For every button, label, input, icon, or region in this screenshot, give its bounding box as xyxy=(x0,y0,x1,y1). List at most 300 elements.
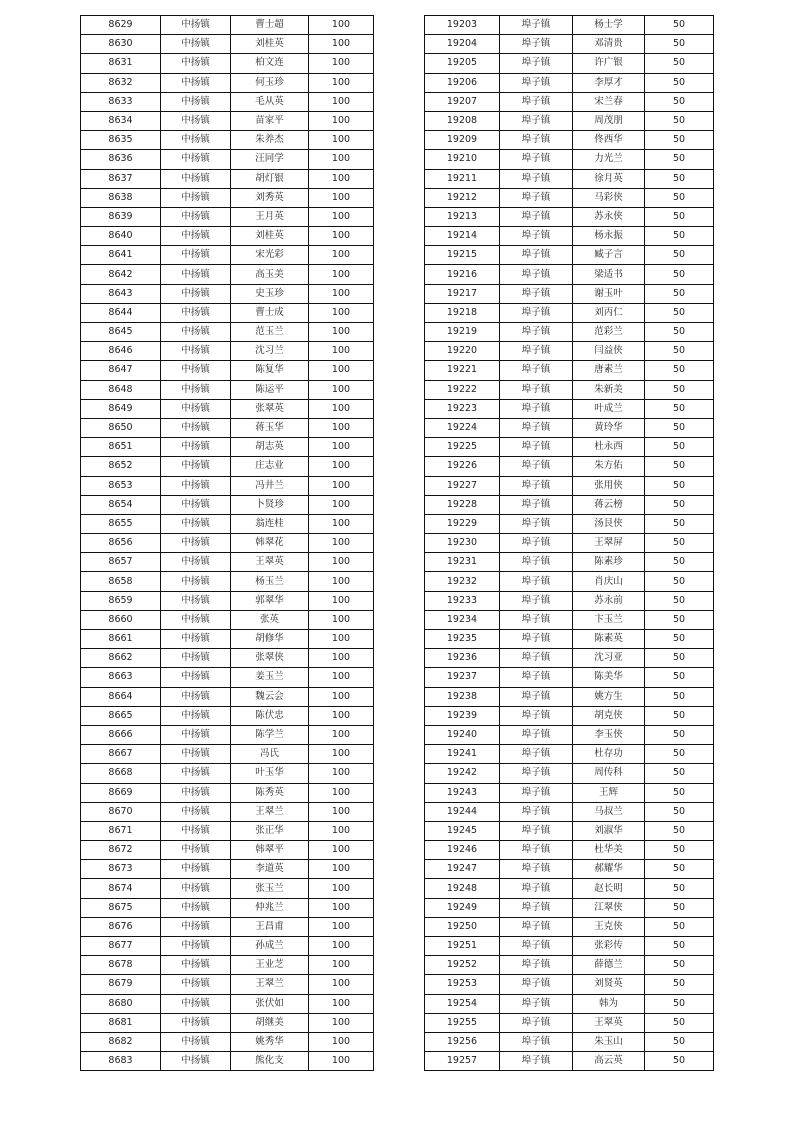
town-cell: 中扬镇 xyxy=(161,860,231,879)
table-row xyxy=(425,438,714,457)
amount-cell: 100 xyxy=(309,937,374,956)
amount-cell: 100 xyxy=(309,188,374,207)
id-cell: 8655 xyxy=(81,514,161,533)
amount-cell: 100 xyxy=(309,649,374,668)
amount-cell: 50 xyxy=(645,92,714,111)
town-cell: 埠子镇 xyxy=(500,207,573,226)
amount-cell: 100 xyxy=(309,265,374,284)
town-cell: 中扬镇 xyxy=(161,534,231,553)
id-cell: 8634 xyxy=(81,111,161,130)
town-cell: 中扬镇 xyxy=(161,937,231,956)
id-cell: 19233 xyxy=(425,591,500,610)
id-cell: 19215 xyxy=(425,246,500,265)
amount-cell: 50 xyxy=(645,1032,714,1051)
id-cell: 8663 xyxy=(81,668,161,687)
table-row xyxy=(81,956,374,975)
table-row xyxy=(81,975,374,994)
amount-cell: 50 xyxy=(645,802,714,821)
name-cell: 胡修华 xyxy=(231,630,309,649)
id-cell: 8658 xyxy=(81,572,161,591)
town-cell: 中扬镇 xyxy=(161,495,231,514)
town-cell: 埠子镇 xyxy=(500,246,573,265)
id-cell: 19231 xyxy=(425,553,500,572)
amount-cell: 50 xyxy=(645,956,714,975)
id-cell: 8667 xyxy=(81,745,161,764)
amount-cell: 100 xyxy=(309,553,374,572)
amount-cell: 100 xyxy=(309,92,374,111)
amount-cell: 100 xyxy=(309,169,374,188)
id-cell: 19257 xyxy=(425,1052,500,1071)
id-cell: 8650 xyxy=(81,418,161,437)
town-cell: 中扬镇 xyxy=(161,265,231,284)
town-cell: 中扬镇 xyxy=(161,879,231,898)
amount-cell: 50 xyxy=(645,937,714,956)
town-cell: 埠子镇 xyxy=(500,821,573,840)
table-row xyxy=(81,1052,374,1071)
town-cell: 中扬镇 xyxy=(161,131,231,150)
amount-cell: 50 xyxy=(645,54,714,73)
name-cell: 熊化支 xyxy=(231,1052,309,1071)
table-row xyxy=(425,860,714,879)
table-row xyxy=(425,323,714,342)
id-cell: 8646 xyxy=(81,342,161,361)
name-cell: 刘秀英 xyxy=(231,188,309,207)
table-row xyxy=(425,457,714,476)
id-cell: 8644 xyxy=(81,303,161,322)
name-cell: 朱养杰 xyxy=(231,131,309,150)
table-row xyxy=(425,687,714,706)
name-cell: 刘丙仁 xyxy=(573,303,645,322)
amount-cell: 100 xyxy=(309,73,374,92)
table-row xyxy=(425,284,714,303)
town-cell: 埠子镇 xyxy=(500,898,573,917)
town-cell: 埠子镇 xyxy=(500,1013,573,1032)
amount-cell: 100 xyxy=(309,975,374,994)
town-cell: 埠子镇 xyxy=(500,169,573,188)
town-cell: 中扬镇 xyxy=(161,553,231,572)
town-cell: 埠子镇 xyxy=(500,457,573,476)
id-cell: 19253 xyxy=(425,975,500,994)
name-cell: 王翠屏 xyxy=(573,534,645,553)
town-cell: 中扬镇 xyxy=(161,1052,231,1071)
town-cell: 中扬镇 xyxy=(161,898,231,917)
town-cell: 中扬镇 xyxy=(161,668,231,687)
town-cell: 埠子镇 xyxy=(500,438,573,457)
table-row xyxy=(81,802,374,821)
table-row xyxy=(81,227,374,246)
name-cell: 许广银 xyxy=(573,54,645,73)
id-cell: 19211 xyxy=(425,169,500,188)
town-cell: 中扬镇 xyxy=(161,342,231,361)
table-row xyxy=(425,514,714,533)
table-row xyxy=(425,630,714,649)
id-cell: 19237 xyxy=(425,668,500,687)
town-cell: 中扬镇 xyxy=(161,706,231,725)
town-cell: 中扬镇 xyxy=(161,418,231,437)
amount-cell: 100 xyxy=(309,438,374,457)
town-cell: 中扬镇 xyxy=(161,802,231,821)
id-cell: 19212 xyxy=(425,188,500,207)
amount-cell: 100 xyxy=(309,879,374,898)
table-row xyxy=(425,227,714,246)
id-cell: 19216 xyxy=(425,265,500,284)
id-cell: 19222 xyxy=(425,380,500,399)
town-cell: 中扬镇 xyxy=(161,821,231,840)
town-cell: 埠子镇 xyxy=(500,92,573,111)
town-cell: 中扬镇 xyxy=(161,73,231,92)
town-cell: 中扬镇 xyxy=(161,975,231,994)
amount-cell: 50 xyxy=(645,418,714,437)
id-cell: 8639 xyxy=(81,207,161,226)
name-cell: 马叔兰 xyxy=(573,802,645,821)
town-cell: 埠子镇 xyxy=(500,303,573,322)
amount-cell: 50 xyxy=(645,131,714,150)
amount-cell: 100 xyxy=(309,303,374,322)
id-cell: 19251 xyxy=(425,937,500,956)
id-cell: 19241 xyxy=(425,745,500,764)
table-row xyxy=(81,495,374,514)
amount-cell: 50 xyxy=(645,438,714,457)
table-row xyxy=(81,630,374,649)
name-cell: 郝耀华 xyxy=(573,860,645,879)
amount-cell: 50 xyxy=(645,35,714,54)
town-cell: 中扬镇 xyxy=(161,16,231,35)
amount-cell: 50 xyxy=(645,207,714,226)
id-cell: 8643 xyxy=(81,284,161,303)
name-cell: 韩为 xyxy=(573,994,645,1013)
amount-cell: 50 xyxy=(645,246,714,265)
name-cell: 叶成兰 xyxy=(573,399,645,418)
table-row xyxy=(81,534,374,553)
name-cell: 李玉侠 xyxy=(573,725,645,744)
id-cell: 8657 xyxy=(81,553,161,572)
town-cell: 埠子镇 xyxy=(500,323,573,342)
table-row xyxy=(425,111,714,130)
name-cell: 胡灯银 xyxy=(231,169,309,188)
amount-cell: 50 xyxy=(645,649,714,668)
name-cell: 江翠侠 xyxy=(573,898,645,917)
name-cell: 范彩兰 xyxy=(573,323,645,342)
table-row xyxy=(81,1032,374,1051)
name-cell: 闫益侠 xyxy=(573,342,645,361)
table-row xyxy=(425,73,714,92)
amount-cell: 100 xyxy=(309,860,374,879)
town-cell: 埠子镇 xyxy=(500,917,573,936)
table-row xyxy=(425,706,714,725)
town-cell: 中扬镇 xyxy=(161,35,231,54)
table-row xyxy=(425,380,714,399)
amount-cell: 50 xyxy=(645,668,714,687)
id-cell: 8671 xyxy=(81,821,161,840)
name-cell: 陈运平 xyxy=(231,380,309,399)
name-cell: 孙成兰 xyxy=(231,937,309,956)
id-cell: 8652 xyxy=(81,457,161,476)
table-row xyxy=(81,706,374,725)
name-cell: 张翠英 xyxy=(231,399,309,418)
name-cell: 魏云会 xyxy=(231,687,309,706)
name-cell: 周传科 xyxy=(573,764,645,783)
amount-cell: 100 xyxy=(309,207,374,226)
name-cell: 谢玉叶 xyxy=(573,284,645,303)
amount-cell: 50 xyxy=(645,284,714,303)
town-cell: 中扬镇 xyxy=(161,514,231,533)
town-cell: 埠子镇 xyxy=(500,591,573,610)
name-cell: 史玉珍 xyxy=(231,284,309,303)
amount-cell: 100 xyxy=(309,457,374,476)
id-cell: 19220 xyxy=(425,342,500,361)
town-cell: 埠子镇 xyxy=(500,745,573,764)
name-cell: 王辉 xyxy=(573,783,645,802)
table-row xyxy=(425,668,714,687)
table-row xyxy=(81,553,374,572)
amount-cell: 50 xyxy=(645,1013,714,1032)
table-row xyxy=(425,610,714,629)
table-row xyxy=(81,841,374,860)
id-cell: 8673 xyxy=(81,860,161,879)
id-cell: 8629 xyxy=(81,16,161,35)
name-cell: 杨玉兰 xyxy=(231,572,309,591)
amount-cell: 100 xyxy=(309,668,374,687)
id-cell: 19239 xyxy=(425,706,500,725)
name-cell: 沈习亚 xyxy=(573,649,645,668)
table-row xyxy=(81,188,374,207)
town-cell: 中扬镇 xyxy=(161,457,231,476)
amount-cell: 50 xyxy=(645,706,714,725)
id-cell: 8678 xyxy=(81,956,161,975)
town-cell: 中扬镇 xyxy=(161,591,231,610)
name-cell: 姚方生 xyxy=(573,687,645,706)
left-table-body xyxy=(81,16,374,1071)
amount-cell: 100 xyxy=(309,725,374,744)
name-cell: 李道英 xyxy=(231,860,309,879)
amount-cell: 50 xyxy=(645,841,714,860)
amount-cell: 100 xyxy=(309,54,374,73)
amount-cell: 50 xyxy=(645,227,714,246)
amount-cell: 100 xyxy=(309,399,374,418)
town-cell: 中扬镇 xyxy=(161,111,231,130)
town-cell: 埠子镇 xyxy=(500,284,573,303)
table-row xyxy=(81,92,374,111)
amount-cell: 50 xyxy=(645,380,714,399)
amount-cell: 100 xyxy=(309,111,374,130)
id-cell: 8659 xyxy=(81,591,161,610)
table-row xyxy=(81,994,374,1013)
town-cell: 中扬镇 xyxy=(161,169,231,188)
amount-cell: 50 xyxy=(645,457,714,476)
amount-cell: 100 xyxy=(309,35,374,54)
amount-cell: 50 xyxy=(645,591,714,610)
town-cell: 中扬镇 xyxy=(161,649,231,668)
amount-cell: 100 xyxy=(309,706,374,725)
id-cell: 19256 xyxy=(425,1032,500,1051)
id-cell: 19229 xyxy=(425,514,500,533)
town-cell: 埠子镇 xyxy=(500,16,573,35)
table-row xyxy=(425,150,714,169)
name-cell: 沈习兰 xyxy=(231,342,309,361)
name-cell: 陈美华 xyxy=(573,668,645,687)
town-cell: 中扬镇 xyxy=(161,572,231,591)
name-cell: 汤艮侠 xyxy=(573,514,645,533)
town-cell: 埠子镇 xyxy=(500,1052,573,1071)
amount-cell: 50 xyxy=(645,399,714,418)
table-row xyxy=(81,303,374,322)
table-row xyxy=(425,917,714,936)
table-row xyxy=(81,725,374,744)
town-cell: 埠子镇 xyxy=(500,764,573,783)
table-row xyxy=(425,361,714,380)
town-cell: 埠子镇 xyxy=(500,879,573,898)
amount-cell: 100 xyxy=(309,284,374,303)
id-cell: 8675 xyxy=(81,898,161,917)
id-cell: 19248 xyxy=(425,879,500,898)
name-cell: 杜永西 xyxy=(573,438,645,457)
name-cell: 陈学兰 xyxy=(231,725,309,744)
id-cell: 19242 xyxy=(425,764,500,783)
town-cell: 埠子镇 xyxy=(500,495,573,514)
id-cell: 19204 xyxy=(425,35,500,54)
id-cell: 8670 xyxy=(81,802,161,821)
table-row xyxy=(425,342,714,361)
amount-cell: 50 xyxy=(645,764,714,783)
name-cell: 刘桂英 xyxy=(231,35,309,54)
name-cell: 高玉美 xyxy=(231,265,309,284)
name-cell: 黄玲华 xyxy=(573,418,645,437)
table-row xyxy=(81,284,374,303)
table-row xyxy=(425,956,714,975)
table-row xyxy=(81,898,374,917)
amount-cell: 100 xyxy=(309,246,374,265)
town-cell: 埠子镇 xyxy=(500,706,573,725)
amount-cell: 50 xyxy=(645,630,714,649)
id-cell: 8681 xyxy=(81,1013,161,1032)
table-row xyxy=(425,649,714,668)
table-row xyxy=(81,342,374,361)
id-cell: 8672 xyxy=(81,841,161,860)
town-cell: 中扬镇 xyxy=(161,764,231,783)
table-row xyxy=(81,54,374,73)
id-cell: 19250 xyxy=(425,917,500,936)
amount-cell: 50 xyxy=(645,150,714,169)
id-cell: 8640 xyxy=(81,227,161,246)
id-cell: 19244 xyxy=(425,802,500,821)
table-row xyxy=(81,16,374,35)
name-cell: 杜存功 xyxy=(573,745,645,764)
table-row xyxy=(425,898,714,917)
id-cell: 8662 xyxy=(81,649,161,668)
town-cell: 中扬镇 xyxy=(161,188,231,207)
table-row xyxy=(81,131,374,150)
id-cell: 19238 xyxy=(425,687,500,706)
amount-cell: 50 xyxy=(645,553,714,572)
name-cell: 李厚才 xyxy=(573,73,645,92)
name-cell: 徐月英 xyxy=(573,169,645,188)
name-cell: 王翠英 xyxy=(231,553,309,572)
amount-cell: 50 xyxy=(645,534,714,553)
amount-cell: 100 xyxy=(309,994,374,1013)
town-cell: 中扬镇 xyxy=(161,207,231,226)
right-table-body xyxy=(425,16,714,1071)
town-cell: 中扬镇 xyxy=(161,246,231,265)
town-cell: 中扬镇 xyxy=(161,783,231,802)
table-row xyxy=(81,572,374,591)
id-cell: 8632 xyxy=(81,73,161,92)
amount-cell: 50 xyxy=(645,994,714,1013)
name-cell: 郭翠华 xyxy=(231,591,309,610)
town-cell: 中扬镇 xyxy=(161,227,231,246)
town-cell: 埠子镇 xyxy=(500,227,573,246)
amount-cell: 100 xyxy=(309,150,374,169)
amount-cell: 50 xyxy=(645,495,714,514)
table-row xyxy=(425,937,714,956)
town-cell: 埠子镇 xyxy=(500,35,573,54)
name-cell: 杨永振 xyxy=(573,227,645,246)
name-cell: 杜华美 xyxy=(573,841,645,860)
name-cell: 冯井兰 xyxy=(231,476,309,495)
table-row xyxy=(425,745,714,764)
amount-cell: 100 xyxy=(309,227,374,246)
town-cell: 中扬镇 xyxy=(161,380,231,399)
town-cell: 中扬镇 xyxy=(161,92,231,111)
town-cell: 中扬镇 xyxy=(161,323,231,342)
amount-cell: 100 xyxy=(309,1032,374,1051)
id-cell: 8649 xyxy=(81,399,161,418)
amount-cell: 100 xyxy=(309,534,374,553)
id-cell: 8656 xyxy=(81,534,161,553)
amount-cell: 50 xyxy=(645,860,714,879)
table-row xyxy=(81,937,374,956)
amount-cell: 100 xyxy=(309,323,374,342)
town-cell: 中扬镇 xyxy=(161,303,231,322)
amount-cell: 100 xyxy=(309,783,374,802)
name-cell: 庄志业 xyxy=(231,457,309,476)
id-cell: 19254 xyxy=(425,994,500,1013)
table-row xyxy=(81,111,374,130)
amount-cell: 100 xyxy=(309,610,374,629)
name-cell: 冯氏 xyxy=(231,745,309,764)
town-cell: 埠子镇 xyxy=(500,687,573,706)
amount-cell: 100 xyxy=(309,802,374,821)
town-cell: 中扬镇 xyxy=(161,745,231,764)
amount-cell: 100 xyxy=(309,342,374,361)
table-row xyxy=(425,16,714,35)
table-row xyxy=(81,476,374,495)
table-row xyxy=(81,783,374,802)
amount-cell: 50 xyxy=(645,342,714,361)
town-cell: 埠子镇 xyxy=(500,610,573,629)
id-cell: 8682 xyxy=(81,1032,161,1051)
name-cell: 张用侠 xyxy=(573,476,645,495)
name-cell: 周茂朋 xyxy=(573,111,645,130)
table-row xyxy=(425,1052,714,1071)
town-cell: 中扬镇 xyxy=(161,956,231,975)
name-cell: 张玉兰 xyxy=(231,879,309,898)
table-row xyxy=(425,188,714,207)
name-cell: 姚秀华 xyxy=(231,1032,309,1051)
town-cell: 埠子镇 xyxy=(500,418,573,437)
id-cell: 8680 xyxy=(81,994,161,1013)
table-row xyxy=(425,1013,714,1032)
id-cell: 19234 xyxy=(425,610,500,629)
town-cell: 埠子镇 xyxy=(500,514,573,533)
amount-cell: 100 xyxy=(309,418,374,437)
table-row xyxy=(81,649,374,668)
id-cell: 19240 xyxy=(425,725,500,744)
name-cell: 曹士超 xyxy=(231,16,309,35)
name-cell: 朱玉山 xyxy=(573,1032,645,1051)
id-cell: 19221 xyxy=(425,361,500,380)
table-row xyxy=(425,783,714,802)
amount-cell: 100 xyxy=(309,1052,374,1071)
